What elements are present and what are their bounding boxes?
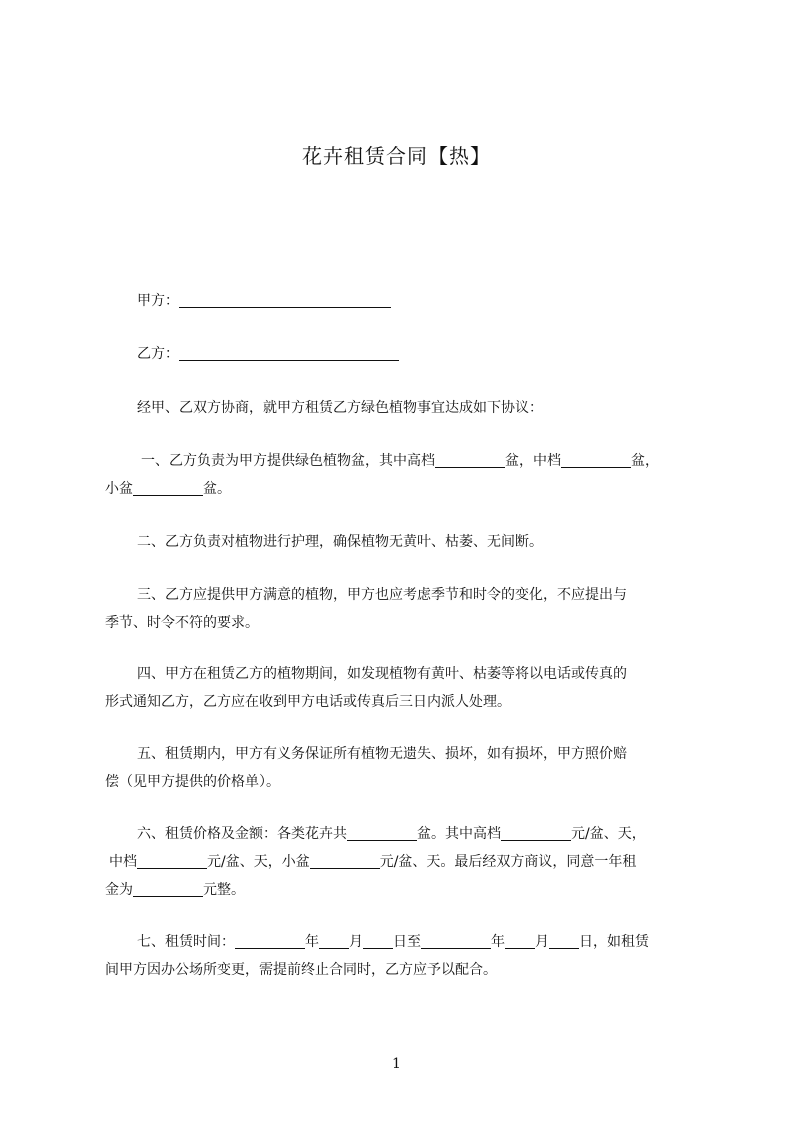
clause-2 [105,528,701,556]
party-a-label: 甲方： [137,293,179,309]
clause-6-text-g: 金为 [105,882,133,898]
page-number: 1 [392,1056,401,1072]
clause-7-text-e: 年 [491,934,505,950]
clause-7-text-f: 月 [535,934,549,950]
clause-6-text-a: 六、租赁价格及金额：各类花卉共 [137,826,347,842]
clause-4 [105,660,701,716]
party-a-blank[interactable] [179,290,391,308]
clause-1-text-e: 盆。 [203,481,231,497]
clause-3 [105,581,701,637]
clause-5-line-2: 偿（见甲方提供的价格单）。 [105,774,280,790]
clause-1-text-b: 盆，中档 [505,453,561,469]
clause-3-line-1: 三、乙方应提供甲方满意的植物，甲方也应考虑季节和时令的变化，不应提出与 [137,587,627,603]
clause-6-blank-high-price[interactable] [501,823,571,841]
clause-7-text-g: 日，如租赁 [579,934,649,950]
clause-1 [105,447,701,503]
clause-4-line-2: 形式通知乙方，乙方应在收到甲方电话或传真后三日内派人处理。 [105,694,511,710]
clause-4-line-1: 四、甲方在租赁乙方的植物期间，如发现植物有黄叶、枯萎等将以电话或传真的 [137,666,627,682]
party-b-label: 乙方： [137,346,179,362]
clause-6-blank-mid-price[interactable] [137,851,207,869]
clause-7-line-2: 间甲方因办公场所变更，需提前终止合同时，乙方应予以配合。 [105,962,497,978]
clause-7-text-c: 月 [349,934,363,950]
clause-7-blank-end-day[interactable] [549,931,579,949]
clause-7-text-b: 年 [305,934,319,950]
clause-7-text-a: 七、租赁时间： [137,934,235,950]
clause-6-text-e: 元/盆、天，小盆 [207,854,310,870]
intro-text: 经甲、乙双方协商，就甲方租赁乙方绿色植物事宜达成如下协议： [137,400,543,416]
clause-1-text-d: 小盆 [105,481,133,497]
clause-7-blank-end-year[interactable] [421,931,491,949]
clause-7-text-d: 日至 [393,934,421,950]
party-a-line [105,287,701,315]
clause-6-text-b: 盆。其中高档 [417,826,501,842]
party-b-line [105,340,701,368]
clause-7-blank-end-month[interactable] [505,931,535,949]
clause-6-text-f: 元/盆、天。最后经双方商议，同意一年租 [379,854,637,870]
clause-1-text-c: 盆， [631,453,659,469]
clause-1-blank-small[interactable] [133,478,203,496]
clause-6-text-d: 中档 [109,854,137,870]
clause-7-blank-start-day[interactable] [363,931,393,949]
clause-5-line-1: 五、租赁期内，甲方有义务保证所有植物无遗失、损坏，如有损坏，甲方照价赔 [137,746,627,762]
clause-7-blank-start-month[interactable] [319,931,349,949]
clause-7-blank-start-year[interactable] [235,931,305,949]
clause-2-text: 二、乙方负责对植物进行护理，确保植物无黄叶、枯萎、无间断。 [137,534,543,550]
clause-6-text-h: 元整。 [203,882,245,898]
clause-1-blank-high[interactable] [435,450,505,468]
clause-1-blank-mid[interactable] [561,450,631,468]
clause-3-line-2: 季节、时令不符的要求。 [105,615,259,631]
clause-6-text-c: 元/盆、天， [571,826,646,842]
party-b-blank[interactable] [179,343,399,361]
clause-6 [105,820,701,904]
clause-6-blank-total[interactable] [347,823,417,841]
clause-6-blank-small-price[interactable] [310,851,380,869]
document-title: 花卉租赁合同【热】 [302,144,491,168]
clause-6-blank-annual-rent[interactable] [133,879,203,897]
clause-7 [105,928,701,984]
intro-paragraph [105,394,701,422]
clause-1-text-a: 一、乙方负责为甲方提供绿色植物盆，其中高档 [141,453,435,469]
clause-5 [105,740,701,796]
